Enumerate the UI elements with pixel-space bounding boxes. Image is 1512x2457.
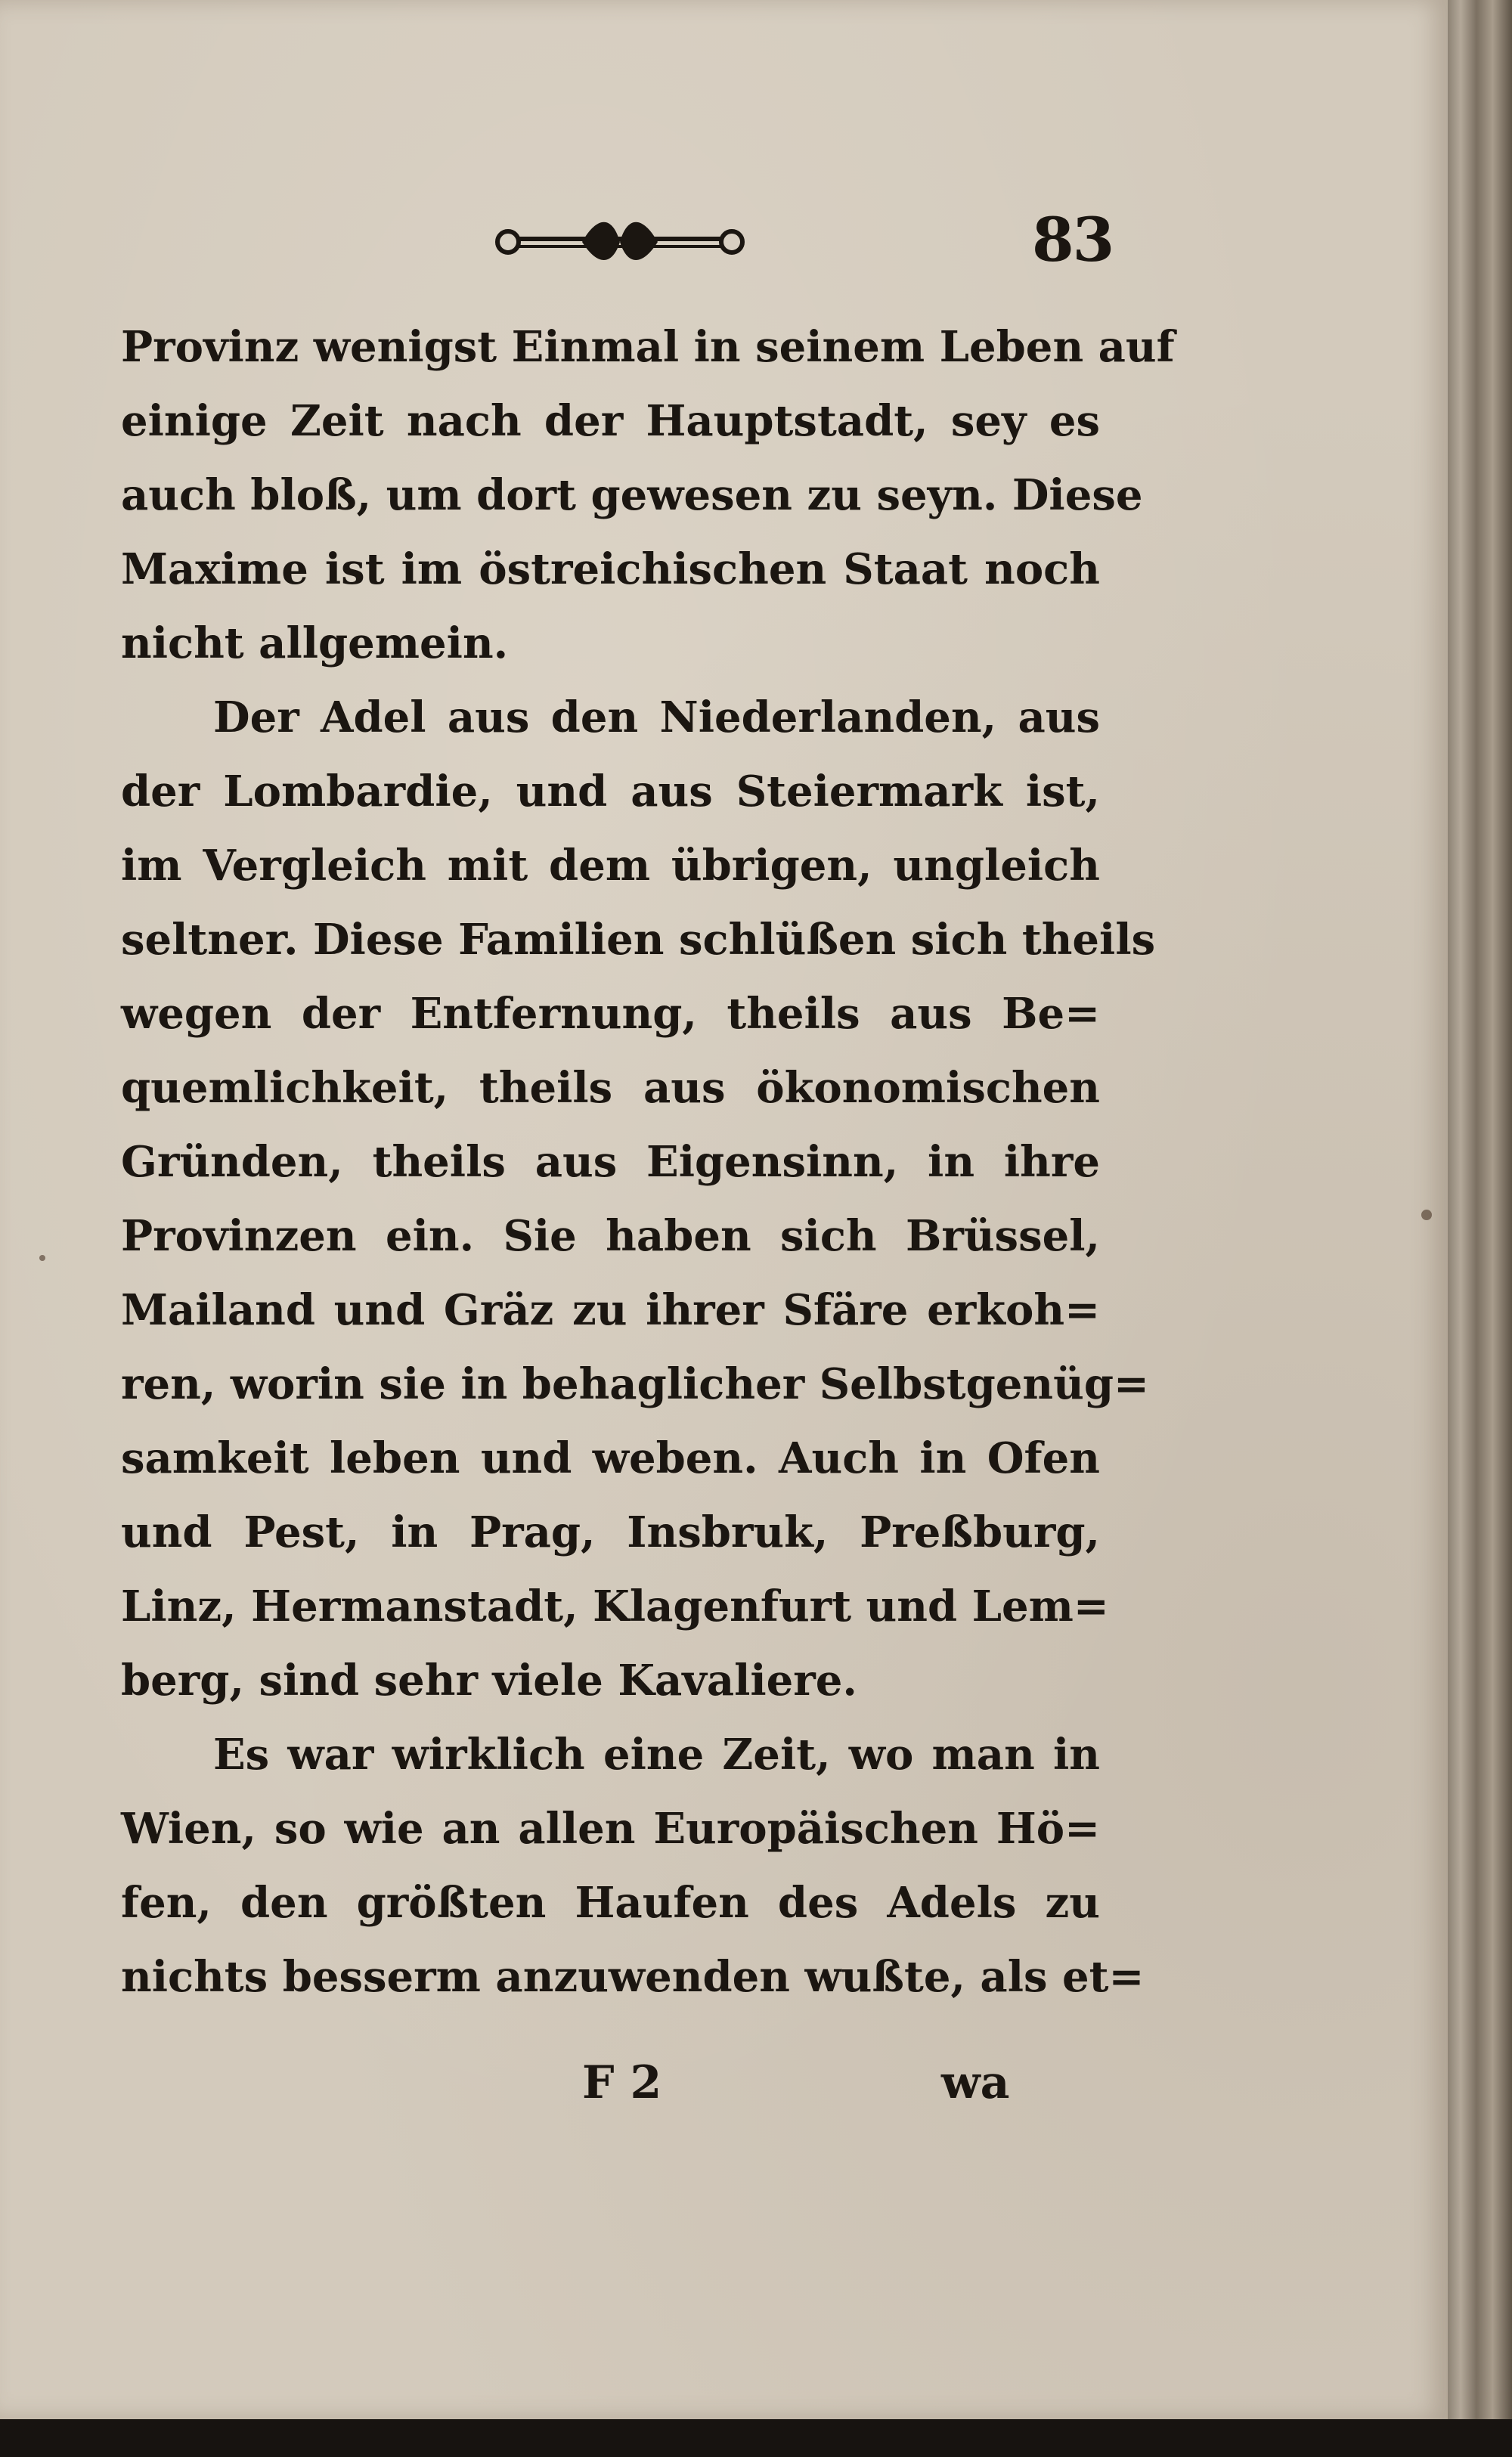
text-line: im Vergleich mit dem übrigen, ungleich: [121, 841, 1100, 891]
text-line: samkeit leben und weben. Auch in Ofen: [121, 1433, 1100, 1483]
catchword: wa: [941, 2056, 1010, 2109]
signature-mark: F 2: [582, 2056, 662, 2109]
text-line: einige Zeit nach der Hauptstadt, sey es: [121, 396, 1100, 446]
text-line: nicht allgemein.: [121, 618, 509, 668]
text-line: Maxime ist im östreichischen Staat noch: [121, 544, 1100, 594]
foxing-spot: [39, 1255, 45, 1261]
page-number: 83: [1032, 204, 1114, 275]
page-header: [0, 204, 1448, 287]
body-text: [121, 310, 1175, 2014]
text-line: Der Adel aus den Niederlanden, aus: [213, 692, 1100, 742]
text-line: wegen der Entfernung, theils aus Be=: [121, 989, 1100, 1039]
text-line: auch bloß, um dort gewesen zu seyn. Diese: [121, 470, 1143, 520]
text-line: der Lombardie, und aus Steiermark ist,: [121, 767, 1100, 816]
text-line: ren, worin sie in behaglicher Selbstgenüg=: [121, 1359, 1149, 1409]
text-line: und Pest, in Prag, Insbruk, Preßburg,: [121, 1507, 1100, 1557]
text-line: berg, sind sehr viele Kavaliere.: [121, 1656, 857, 1706]
page-edge: [1448, 0, 1512, 2419]
text-line: Provinzen ein. Sie haben sich Brüssel,: [121, 1211, 1100, 1261]
text-line: Mailand und Gräz zu ihrer Sfäre erkoh=: [121, 1285, 1100, 1335]
foxing-spot: [1421, 1210, 1432, 1220]
text-line: Linz, Hermanstadt, Klagenfurt und Lem=: [121, 1582, 1109, 1631]
ornament-rule-icon: [491, 212, 748, 272]
text-line: seltner. Diese Familien schlüßen sich theils: [121, 915, 1156, 965]
text-line: quemlichkeit, theils aus ökonomischen: [121, 1063, 1100, 1113]
text-line: fen, den größten Haufen des Adels zu: [121, 1878, 1100, 1928]
page-footer: [0, 2056, 1448, 2139]
text-line: Es war wirklich eine Zeit, wo man in: [213, 1730, 1100, 1780]
text-line: Wien, so wie an allen Europäischen Hö=: [121, 1804, 1100, 1854]
text-line: Provinz wenigst Einmal in seinem Leben auf: [121, 322, 1175, 372]
text-line: nichts besserm anzuwenden wußte, als et=: [121, 1952, 1145, 2002]
text-line: Gründen, theils aus Eigensinn, in ihre: [121, 1137, 1100, 1187]
